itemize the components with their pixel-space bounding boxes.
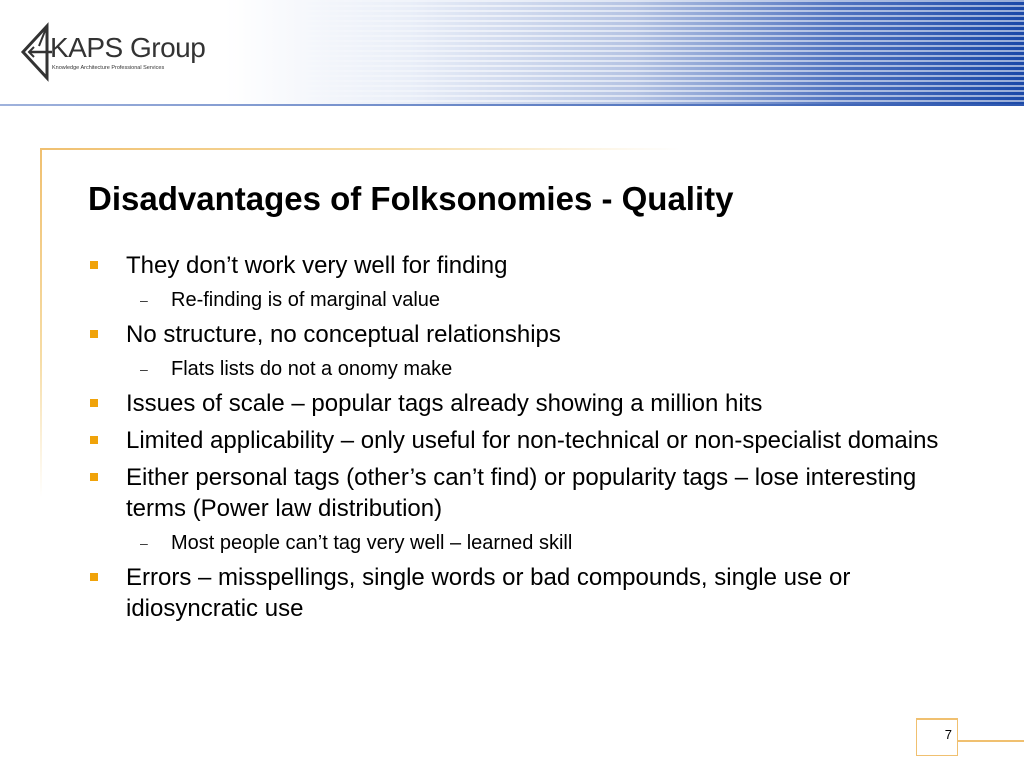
frame-top-accent bbox=[40, 148, 680, 150]
bullet-item bbox=[88, 250, 968, 281]
dash-bullet-icon: – bbox=[140, 535, 148, 551]
bullet-item bbox=[88, 562, 968, 624]
bullet-text: Issues of scale – popular tags already showing a million hits bbox=[126, 390, 763, 417]
logo-tagline: Knowledge Architecture Professional Services bbox=[52, 65, 165, 71]
bullet-text: Either personal tags (other’s can’t find) or popularity tags – lose interesting terms (Power law distribution) bbox=[126, 464, 917, 522]
square-bullet-icon bbox=[90, 399, 98, 407]
bullet-text: No structure, no conceptual relationships bbox=[126, 321, 561, 348]
bullet-item bbox=[88, 425, 968, 456]
bullet-text: Most people can’t tag very well – learned skill bbox=[171, 532, 573, 554]
bullet-item bbox=[88, 319, 968, 350]
dash-bullet-icon: – bbox=[140, 292, 148, 308]
diamond-arrow-icon bbox=[20, 22, 54, 82]
page-number-rule bbox=[958, 740, 1024, 742]
square-bullet-icon bbox=[90, 330, 98, 338]
square-bullet-icon bbox=[90, 473, 98, 481]
company-logo bbox=[20, 22, 220, 82]
bullet-text: Flats lists do not a onomy make bbox=[171, 358, 453, 380]
bullet-text: They don’t work very well for finding bbox=[126, 252, 508, 279]
slide-title: Disadvantages of Folksonomies - Quality bbox=[88, 180, 734, 217]
header-rule bbox=[0, 104, 1024, 106]
square-bullet-icon bbox=[90, 573, 98, 581]
square-bullet-icon bbox=[90, 261, 98, 269]
dash-bullet-icon: – bbox=[140, 361, 148, 377]
bullet-text: Limited applicability – only useful for non-technical or non-specialist domains bbox=[126, 427, 939, 454]
sub-bullet-item bbox=[88, 287, 968, 313]
bullet-list bbox=[88, 250, 968, 624]
bullet-item bbox=[88, 462, 968, 524]
bullet-item bbox=[88, 388, 968, 419]
logo-name: KAPS Group bbox=[50, 32, 206, 63]
square-bullet-icon bbox=[90, 436, 98, 444]
bullet-text: Re-finding is of marginal value bbox=[171, 289, 441, 311]
page-number: 7 bbox=[944, 727, 952, 742]
sub-bullet-item bbox=[88, 530, 968, 556]
frame-left-accent bbox=[40, 148, 42, 498]
sub-bullet-item bbox=[88, 356, 968, 382]
bullet-text: Errors – misspellings, single words or bad compounds, single use or idiosyncratic use bbox=[126, 564, 851, 622]
header-stripes bbox=[260, 0, 1024, 104]
